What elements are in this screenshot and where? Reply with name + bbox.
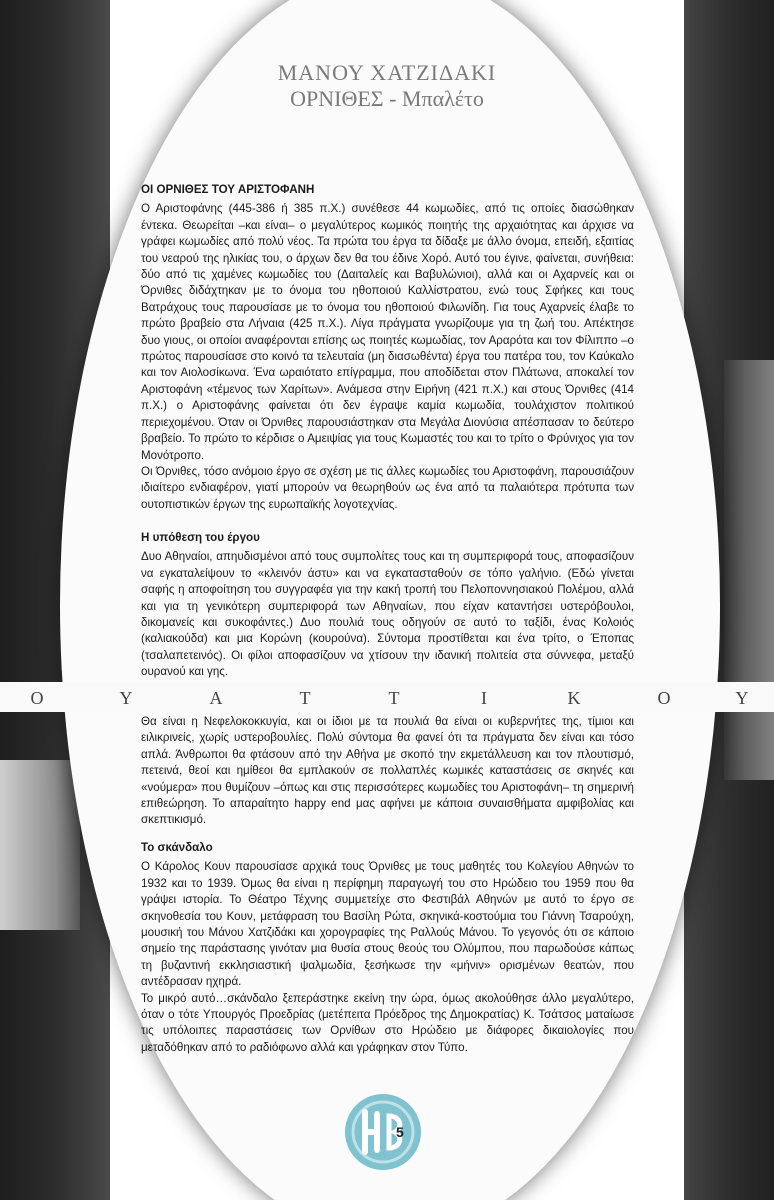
paragraph: Ο Κάρολος Κουν παρουσίασε αρχικά τους Όρνιθες με τους μαθητές του Κολεγίου Αθηνών το 1932 και το 1939. Όμως θα είναι η περίφημη παραγωγή του στο Ηρώδειο του 1959 που θα γράψει ιστορία. Το Θέατρο Τέχνης συμμετείχε στο Φεστιβάλ Αθηνών με αυτό το έργο σε σκηνοθεσία του Κουν, μετάφραση του Βασίλη Ρώτα, σκηνικά-κοστούμια του Γιάννη Τσαρούχη, μουσική του Μάνου Χατζιδάκι και χορογραφίες της Ραλλούς Μάνου. Το γεγονός ότι σε κάποιο σημείο της παράστασης γινόταν μια θυσία στους θεούς του Ολύμπου, που παρωδούσε κάπως τη βυζαντινή εκκλησιαστική ψαλμωδία, ξεσήκωσε την «μήνιν» ορισμένων θεατών, που αντέδρασαν ηχηρά. — [141, 860, 634, 989]
page-fold-left — [0, 760, 80, 930]
banner-letter: Υ — [735, 688, 749, 708]
banner-letter: Τ — [299, 688, 311, 708]
section-scandal — [141, 840, 634, 1056]
page-fold-right — [724, 360, 774, 780]
banner-letter: Κ — [567, 688, 581, 708]
section-plot — [141, 530, 634, 681]
header-work-title: ΟΡΝΙΘΕΣ - Μπαλέτο — [290, 86, 484, 111]
paragraph: Το μικρό αυτό…σκάνδαλο ξεπεράστηκε εκείνη την ώρα, όμως ακολούθησε άλλο μεγαλύτερο, όταν ο τότε Υπουργός Προεδρίας (μετέπειτα Πρόεδρος της Δημοκρατίας) Κ. Τσάτσος ματαίωσε τις υπόλοιπες παραστάσεις των Ορνίθων στο Ηρώδειο με διάφορες δικαιολογίες που μεταδόθηκαν από το ραδιόφωνο αλλά και γράφηκαν στον Τύπο. — [141, 991, 634, 1054]
page-number: 5 — [396, 1124, 404, 1140]
festival-logo-icon — [343, 1092, 423, 1172]
paragraph: Δυο Αθηναίοι, απηυδισμένοι από τους συμπολίτες τους και τη συμπεριφορά τους, αποφασίζουν να εγκαταλείψουν το «κλεινόν άστυ» και να εγκατασταθούν σε τόπο γαλήνιο. (Εδώ γίνεται σαφής η αποφοίτηση του συγγραφέα για την κακή τροπή του Πελοποννησιακού Πολέμου, αλλά και για τη γενικότερη συμπεριφορά των Αθηναίων, που είχαν καταντήσει υστερόβουλοι, δικομανείς και συκοφάντες.) Δυο πουλιά τους οδηγούν σε αυτό το ταξίδι, ένας Κολοιός (καλιακούδα) και μια Κορώνη (κουρούνα). Σύντομα προστίθεται και ένα τρίτο, ο Έποπας (τσαλαπετεινός). Οι φίλοι αποφασίζουν να χτίσουν την ιδανική πολιτεία στα σύννεφα, μεταξύ ουρανού και γης. — [141, 550, 634, 679]
section-heading: Η υπόθεση του έργου — [141, 531, 260, 544]
section-heading: ΟΙ ΟΡΝΙΘΕΣ ΤΟΥ ΑΡΙΣΤΟΦΑΝΗ — [141, 183, 315, 196]
banner-letter: Ο — [657, 688, 671, 708]
paragraph: Οι Όρνιθες, τόσο ανόμοιο έργο σε σχέση με τις άλλες κωμωδίες του Αριστοφάνη, παρουσιάζουν ιδιαίτερο ενδιαφέρον, γιατί μπορούν να θεωρηθούν ως ένα από τα παλαιότερα πρότυπα των ουτοπιστικών έργων της ευρωπαϊκής λογοτεχνίας. — [141, 464, 634, 511]
banner-letter: Ι — [481, 688, 487, 708]
spaced-banner — [0, 688, 774, 710]
header-author: ΜΑΝΟΥ ΧΑΤΖΙΔΑΚΙ — [277, 60, 497, 85]
section-birds-of-aristophanes — [141, 182, 634, 513]
paragraph: Ο Αριστοφάνης (445-386 ή 385 π.Χ.) συνέθεσε 44 κωμωδίες, από τις οποίες διασώθηκαν έντεκα. Θεωρείται –και είναι– ο μεγαλύτερος κωμικός ποιητής της αρχαιότητας και άρχισε να γράφει κωμωδίες από πολύ νέος. Τα πρώτα του έργα τα δίδαξε με άλλο όνομα, επειδή, εξαιτίας του νεαρού της ηλικίας του, ο άρχων δεν θα του έδινε Χορό. Αυτό του έγινε, φαίνεται, συνήθεια: δύο από τις χαμένες κωμωδίες του (Δαιταλείς και Βαβυλώνιοι), αλλά και οι Αχαρνείς και οι Όρνιθες διδάχτηκαν με το όνομα του ηθοποιού Καλλίστρατου, ενώ τους Σφήκες και τους Βατράχους τους παρουσίασε με το όνομα του ηθοποιού Φιλωνίδη. Για τους Αχαρνείς έλαβε το πρώτο βραβείο στα Λήναια (425 π.Χ.). Λίγα πράγματα γνωρίζουμε για τη ζωή του. Απέκτησε δυο γιους, οι οποίοι αναφέρονται επίσης ως ποιητές κωμωδίας, τον Αραρότα και τον Φίλιππο –ο πρώτος παρουσίασε στο κοινό τα τελευταία (μη διασωθέντα) έργα του πατέρα του, τον Καύκαλο και τον Αιολοσίκωνα. Ένα ωραιότατο επίγραμμα, που αποδίδεται στον Πλάτωνα, αποκαλεί τον Αριστοφάνη «τέμενος των Χαρίτων». Ανάμεσα στην Ειρήνη (421 π.Χ.) και στους Όρνιθες (414 π.Χ.) ο Αριστοφάνης φαίνεται ότι δεν έγραψε καμία κωμωδία, τουλάχιστον πολιτικού περιεχομένου. Όταν οι Όρνιθες παρουσιάστηκαν στα Μεγάλα Διονύσια απέσπασαν το δεύτερο βραβείο. Το πρώτο το κέρδισε ο Αμειψίας για τους Κωμαστές του και το τρίτο ο Φρύνιχος για τον Μονότροπο. — [141, 202, 634, 462]
section-heading: Το σκάνδαλο — [141, 841, 213, 854]
banner-letter: Υ — [119, 688, 133, 708]
banner-letter: Ο — [30, 688, 44, 708]
page-header — [0, 60, 774, 112]
banner-letter: Τ — [388, 688, 400, 708]
section-plot-continued — [141, 714, 634, 829]
banner-letter: Α — [209, 688, 223, 708]
paragraph: Θα είναι η Νεφελοκοκκυγία, και οι ίδιοι με τα πουλιά θα είναι οι κυβερνήτες της, τίμιοι και ειλικρινείς, χωρίς υστεροβουλίες. Πολύ σύντομα θα φανεί ότι τα πράγματα δεν είναι και τόσο απλά. Άνθρωποι θα φτάσουν από την Αθήνα με σκοπό την εκμετάλλευση και τον πλουτισμό, πετεινά, θεοί και ημίθεοι θα εμπλακούν σε πολλαπλές κωμικές καταστάσεις σε σκηνές και «νούμερα» που θυμίζουν –όπως και στις περισσότερες κωμωδίες του Αριστοφάνη– τη σημερινή επιθεώρηση. Το απαραίτητο happy end μας αφήνει με κάποια συναισθήματα αμφιβολίας και σκεπτικισμό. — [141, 715, 634, 827]
